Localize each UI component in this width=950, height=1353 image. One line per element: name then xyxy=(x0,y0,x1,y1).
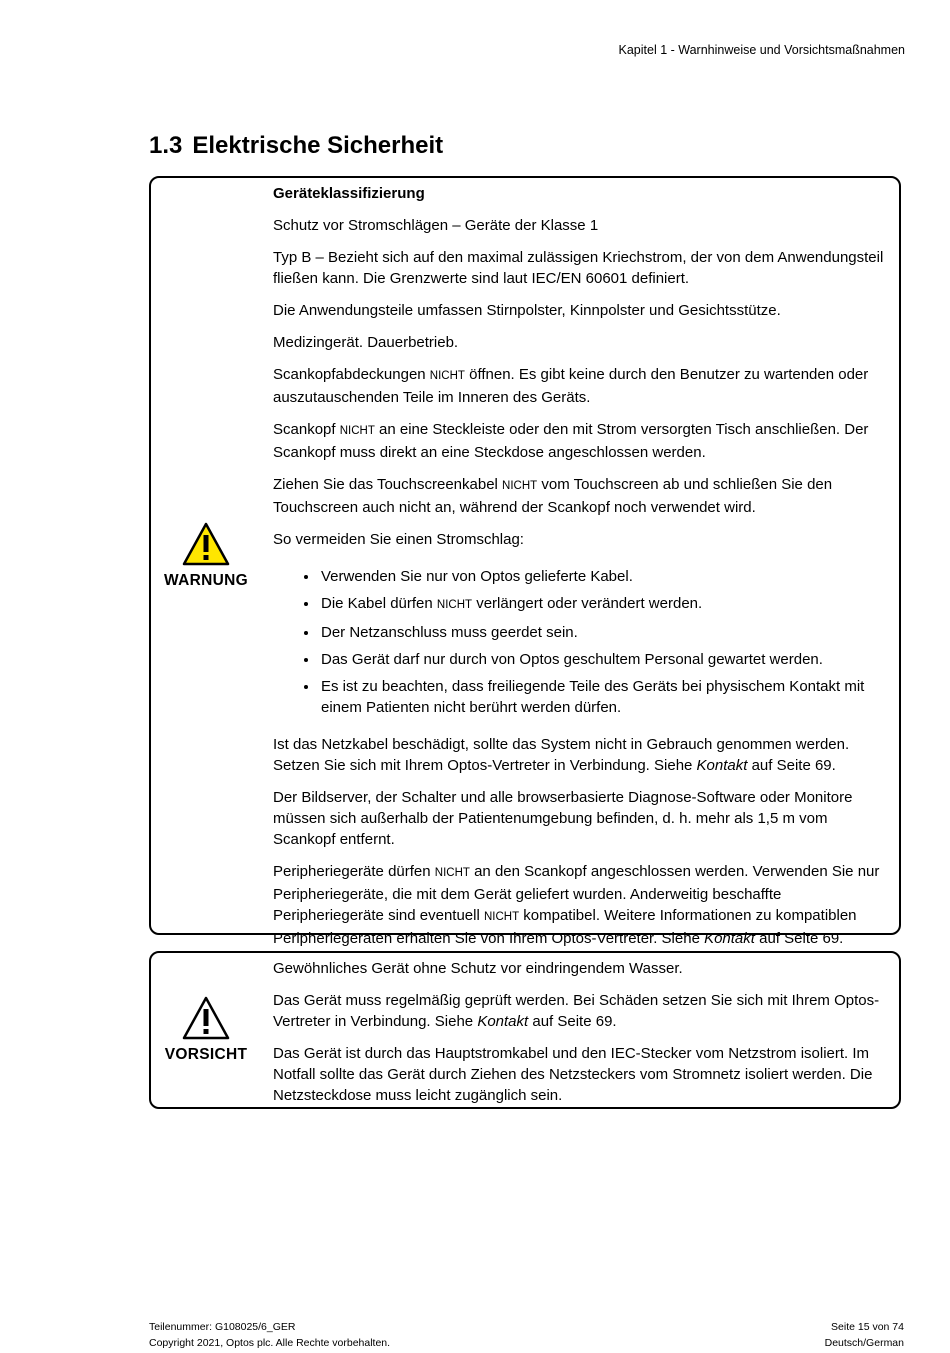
contact-link[interactable]: Kontakt xyxy=(696,757,748,774)
nicht-emphasis: NICHT xyxy=(434,867,470,879)
warning-paragraph: Ist das Netzkabel beschädigt, sollte das System nicht in Gebrauch genommen werden. Setzen Sie sich mit Ihrem Optos-Vertreter in Verbindung. Siehe Kontakt auf Seite 69. xyxy=(273,736,850,774)
warning-triangle-icon xyxy=(182,522,230,566)
section-title-text: Elektrische Sicherheit xyxy=(192,132,444,159)
warning-box xyxy=(149,176,901,947)
section-title xyxy=(149,132,443,160)
caution-triangle-icon xyxy=(182,996,230,1040)
list-item: Das Gerät darf nur durch von Optos geschultem Personal gewartet werden. xyxy=(321,649,891,670)
warning-label: WARNUNG xyxy=(164,571,248,589)
part-number: Teilenummer: G108025/6_GER xyxy=(149,1321,296,1333)
section-number: 1.3 xyxy=(149,132,183,159)
list-item: Der Netzanschluss muss geerdet sein. xyxy=(321,622,891,643)
list-item: Verwenden Sie nur von Optos gelieferte Kabel. xyxy=(321,566,891,587)
page-number: Seite 15 von 74 xyxy=(831,1321,904,1333)
nicht-emphasis: NICHT xyxy=(436,599,473,611)
shock-prevention-list xyxy=(273,566,891,718)
nicht-emphasis: NICHT xyxy=(429,370,465,382)
nicht-emphasis: NICHT xyxy=(483,911,520,923)
copyright: Copyright 2021, Optos plc. Alle Rechte vorbehalten. xyxy=(149,1337,391,1349)
nicht-emphasis: NICHT xyxy=(502,480,538,492)
list-item: Die Kabel dürfen NICHT verlängert oder verändert werden. xyxy=(321,593,891,616)
caution-box xyxy=(149,951,901,1109)
classification-heading: Geräteklassifizierung xyxy=(273,185,425,202)
warning-paragraph: Medizingerät. Dauerbetrieb. xyxy=(273,334,459,351)
caution-content xyxy=(273,958,891,1117)
warning-side xyxy=(151,178,261,933)
caution-side xyxy=(151,953,261,1107)
warning-paragraph: Ziehen Sie das Touchscreenkabel NICHT vom Touchscreen ab und schließen Sie den Touchscreen auch nicht an, während der Scankopf noch verwendet wird. xyxy=(273,476,833,516)
caution-label: VORSICHT xyxy=(164,1046,248,1063)
caution-paragraph: Das Gerät muss regelmäßig geprüft werden. Bei Schäden setzen Sie sich mit Ihrem Optos-Vertreter in Verbindung. Siehe Kontakt auf Seite 69. xyxy=(273,992,880,1030)
caution-paragraph: Gewöhnliches Gerät ohne Schutz vor eindringendem Wasser. xyxy=(273,960,683,977)
nicht-emphasis: NICHT xyxy=(339,425,375,437)
contact-link[interactable]: Kontakt xyxy=(704,930,755,947)
warning-paragraph: Peripheriegeräte dürfen NICHT an den Scankopf angeschlossen werden. Verwenden Sie nur Peripheriegeräte, die mit dem Gerät geliefert wurden. Anderweitig beschaffte Peripheriegeräte sind eventuell NICHT kompatibel. Weitere Informationen zu kompatiblen Peripheriegeräten erhalten Sie von Ihrem Optos-Vertreter. Siehe Kontakt auf Seite 69. xyxy=(273,863,880,947)
warning-paragraph: Scankopfabdeckungen NICHT öffnen. Es gibt keine durch den Benutzer zu wartenden oder auszutauschenden Teile im Inneren des Geräts. xyxy=(273,366,869,406)
warning-paragraph: So vermeiden Sie einen Stromschlag: xyxy=(273,531,524,548)
warning-paragraph: Die Anwendungsteile umfassen Stirnpolster, Kinnpolster und Gesichtsstütze. xyxy=(273,302,781,319)
warning-paragraph: Scankopf NICHT an eine Steckleiste oder den mit Strom versorgten Tisch anschließen. Der Scankopf muss direkt an eine Steckdose angeschlossen werden. xyxy=(273,421,869,461)
footer-right xyxy=(825,1319,904,1351)
warning-content xyxy=(273,183,891,960)
warning-paragraph: Der Bildserver, der Schalter und alle browserbasierte Diagnose-Software oder Monitore müssen sich außerhalb der Patientenumgebung befinden, d. h. mehr als 1,5 m vom Scankopf entfernt. xyxy=(273,789,853,848)
caution-paragraph: Das Gerät ist durch das Hauptstromkabel und den IEC-Stecker vom Netzstrom isoliert. Im Notfall sollte das Gerät durch Ziehen des Netzsteckers vom Stromnetz isoliert werden. Die Netzsteckdose muss leicht zugänglich sein. xyxy=(273,1045,873,1104)
contact-link[interactable]: Kontakt xyxy=(477,1013,529,1030)
footer-left xyxy=(149,1319,390,1351)
warning-paragraph: Typ B – Bezieht sich auf den maximal zulässigen Kriechstrom, der von dem Anwendungsteil fließen kann. Die Grenzwerte sind laut IEC/EN 60601 definiert. xyxy=(273,249,884,287)
language: Deutsch/German xyxy=(824,1337,904,1349)
running-header: Kapitel 1 - Warnhinweise und Vorsichtsmaßnahmen xyxy=(618,43,905,57)
warning-paragraph: Schutz vor Stromschlägen – Geräte der Klasse 1 xyxy=(273,217,599,234)
list-item: Es ist zu beachten, dass freiliegende Teile des Geräts bei physischem Kontakt mit einem Patienten nicht berührt werden dürfen. xyxy=(321,676,891,718)
